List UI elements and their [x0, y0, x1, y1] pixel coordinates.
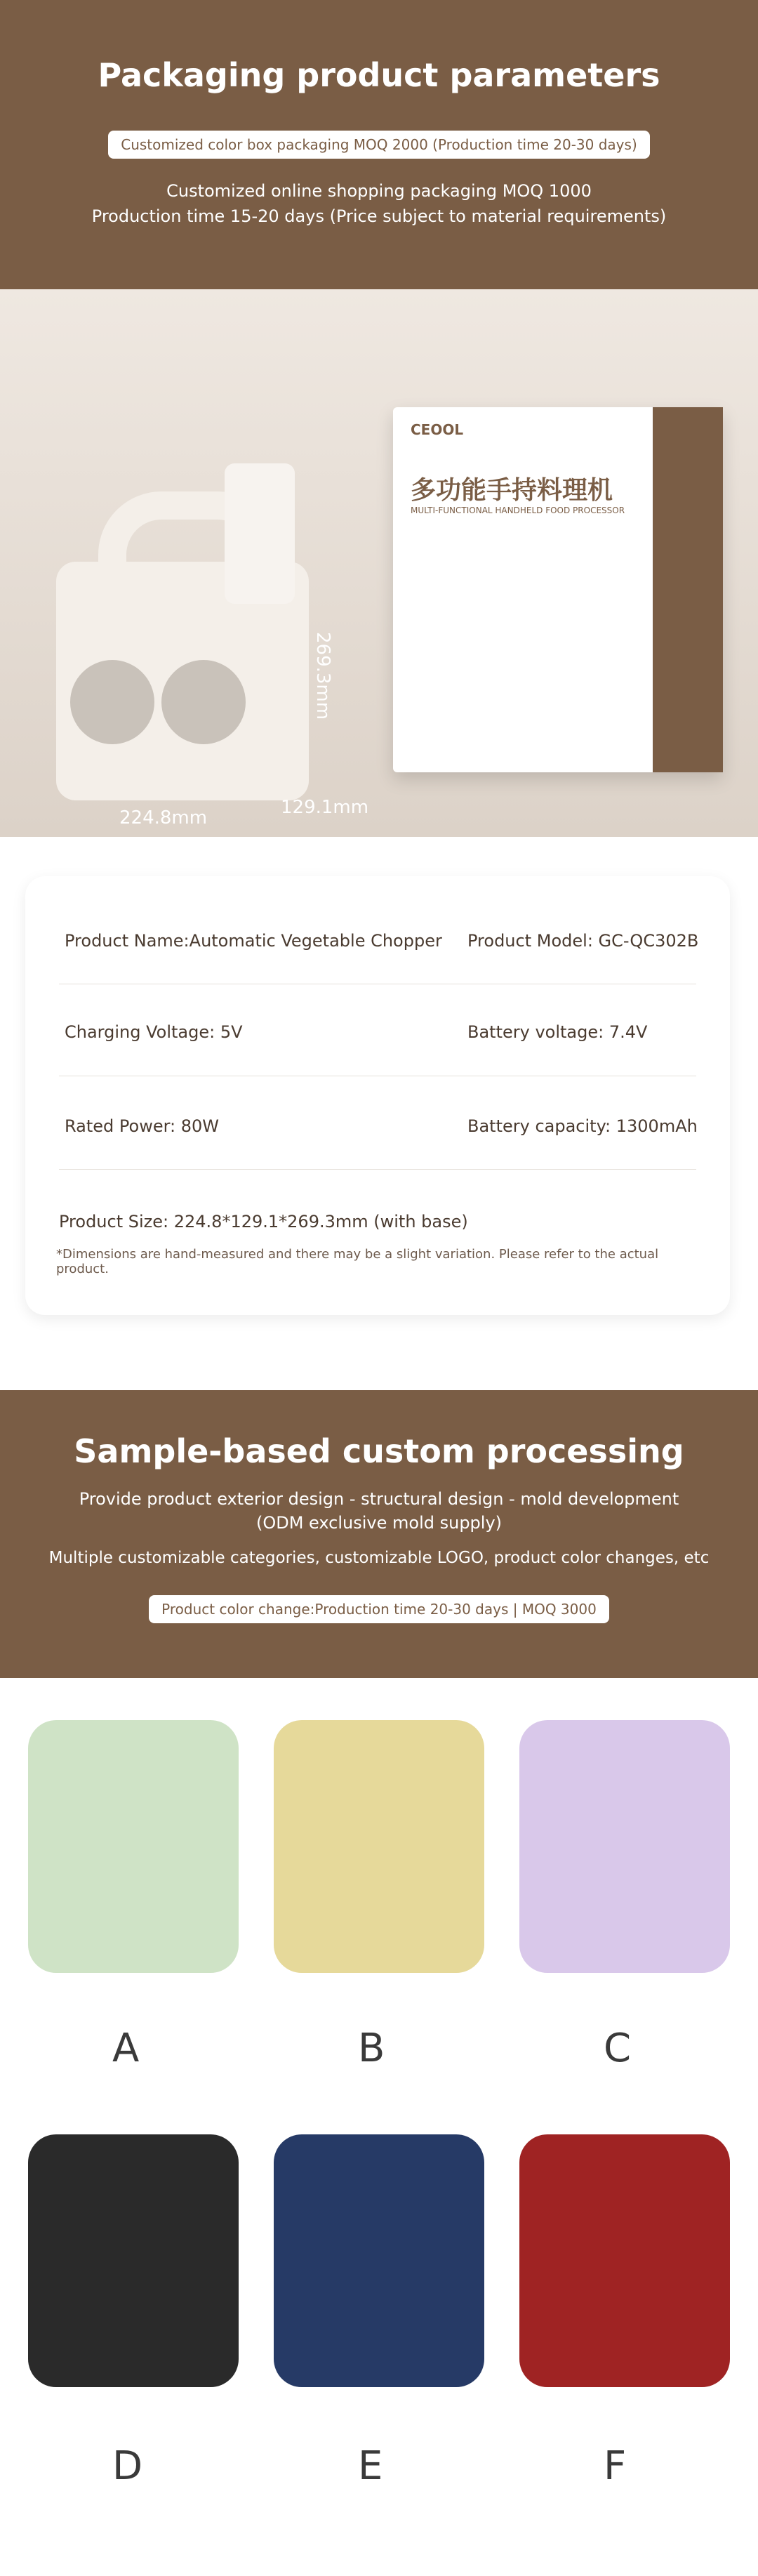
packaging-header [0, 0, 758, 289]
spec-battery-capacity: Battery capacity: 1300mAh [467, 1116, 698, 1136]
variant-b-image [274, 1720, 484, 1973]
variant-a-label: A [112, 2026, 140, 2071]
height-dimension: 269.3mm [312, 632, 333, 720]
variant-d-label: D [112, 2443, 143, 2489]
custom-line3: Multiple customizable categories, customizable LOGO, product color changes, etc [48, 1549, 710, 1567]
product-chute [225, 463, 295, 604]
variant-c-label: C [604, 2026, 632, 2071]
box-brand: CEOOL [411, 421, 464, 438]
variant-f-image [519, 2134, 730, 2387]
online-packaging-line2: Production time 15-20 days (Price subject to material requirements) [91, 206, 667, 226]
variant-b-label: B [358, 2026, 385, 2071]
spec-note: *Dimensions are hand-measured and there may be a slight variation. Please refer to the actual product. [56, 1247, 659, 1276]
custom-line1: Provide product exterior design - structural design - mold development [79, 1489, 679, 1509]
variant-e-label: E [358, 2443, 383, 2489]
specs-card [25, 876, 730, 1315]
spec-charging-voltage: Charging Voltage: 5V [65, 1022, 243, 1042]
blade-right-icon [161, 660, 246, 744]
variant-f-label: F [604, 2443, 627, 2489]
variant-c-image [519, 1720, 730, 1973]
spec-product-size: Product Size: 224.8*129.1*269.3mm (with base) [59, 1212, 468, 1231]
width-dimension: 224.8mm [119, 807, 208, 828]
color-change-pill: Product color change:Production time 20-30 days | MOQ 3000 [149, 1595, 609, 1623]
variant-a-image [28, 1720, 239, 1973]
spec-rated-power: Rated Power: 80W [65, 1116, 220, 1136]
divider [59, 1169, 696, 1170]
custom-title: Sample-based custom processing [74, 1432, 684, 1470]
online-packaging-line1: Customized online shopping packaging MOQ 1000 [166, 181, 592, 201]
spec-product-model: Product Model: GC-QC302B [467, 931, 699, 951]
box-packaging-pill: Customized color box packaging MOQ 2000 (Production time 20-30 days) [108, 131, 650, 159]
box-en-title: MULTI-FUNCTIONAL HANDHELD FOOD PROCESSOR [411, 506, 625, 515]
custom-line2: (ODM exclusive mold supply) [255, 1513, 503, 1533]
box-cn-title: 多功能手持料理机 [411, 476, 613, 505]
packaging-title: Packaging product parameters [98, 56, 660, 94]
blade-left-icon [70, 660, 154, 744]
custom-header [0, 1390, 758, 1678]
spec-product-name: Product Name:Automatic Vegetable Chopper [65, 931, 442, 951]
gift-box-side [653, 407, 723, 772]
variant-d-image [28, 2134, 239, 2387]
depth-dimension: 129.1mm [281, 797, 369, 818]
spec-battery-voltage: Battery voltage: 7.4V [467, 1022, 648, 1042]
variant-e-image [274, 2134, 484, 2387]
